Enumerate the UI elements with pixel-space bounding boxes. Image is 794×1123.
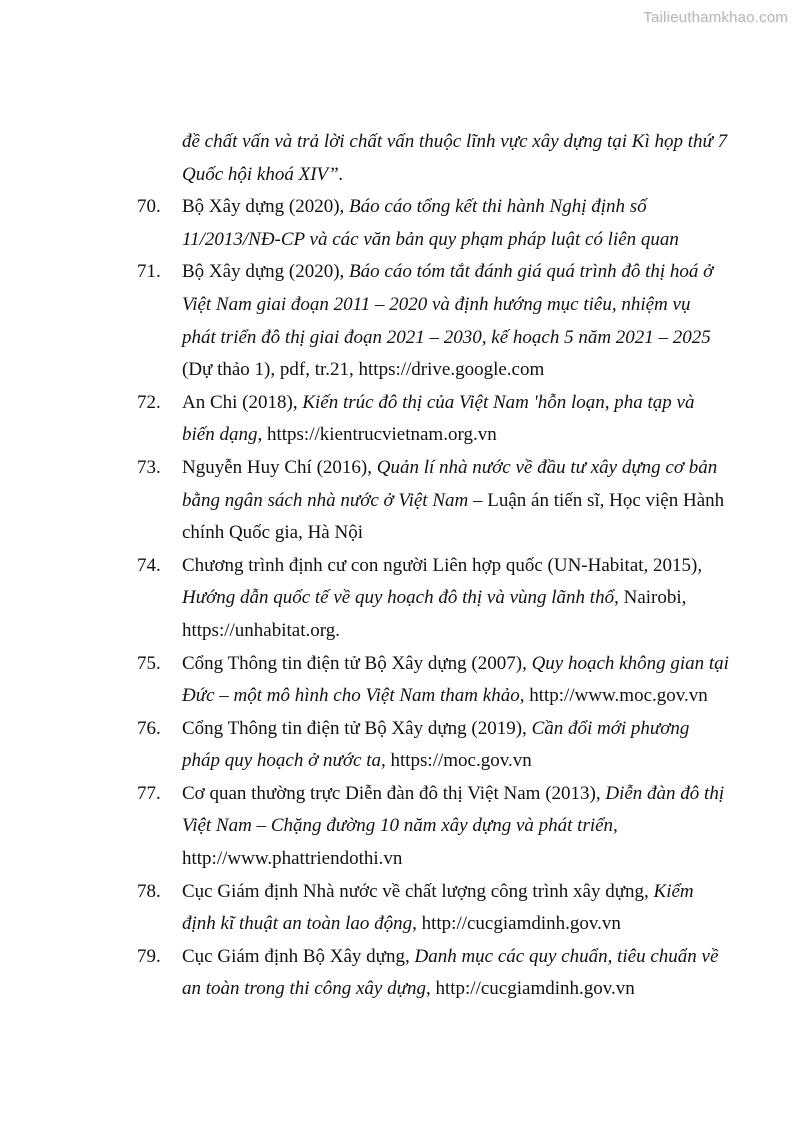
reference-entry — [137, 876, 712, 941]
entry-number: 73. — [137, 456, 161, 478]
reference-title-text: Báo cáo tổng kết thi hành Nghị định số — [349, 196, 647, 218]
text-line — [182, 126, 728, 159]
entry-number: 79. — [137, 945, 161, 967]
reference-entry — [137, 256, 712, 386]
text-line — [182, 387, 712, 420]
entry-lines — [182, 941, 719, 1006]
reference-title-text: Kiến trúc đô thị của Việt Nam 'hỗn loạn, pha tạp và — [302, 391, 695, 413]
reference-entries — [137, 191, 729, 1006]
text-line — [182, 517, 712, 550]
text-line — [182, 159, 712, 192]
reference-plain-text: Cục Giám định Nhà nước về chất lượng công trình xây dựng, — [182, 880, 654, 902]
entry-lines — [182, 550, 712, 648]
entry-number: 71. — [137, 261, 161, 283]
reference-title-text: Đức – một mô hình cho Việt Nam tham khảo, — [182, 685, 525, 707]
text-line — [182, 745, 712, 778]
reference-entry — [137, 387, 712, 452]
reference-entry — [137, 452, 725, 550]
bibliography-list — [137, 126, 729, 1006]
text-line — [182, 648, 729, 681]
reference-title-text: 11/2013/NĐ-CP và các văn bản quy phạm pháp luật có liên quan — [182, 228, 679, 250]
text-line — [182, 876, 712, 909]
reference-plain-text: Cục Giám định Bộ Xây dựng, — [182, 945, 415, 967]
text-line — [182, 452, 718, 485]
reference-plain-text: http://www.phattriendothi.vn — [182, 848, 403, 870]
reference-title-text: Việt Nam giai đoạn 2011 – 2020 và định hướng mục tiêu, nhiệm vụ — [182, 293, 691, 315]
reference-plain-text: (Dự thảo 1), pdf, tr.21, https://drive.google.com — [182, 359, 545, 381]
reference-plain-text: https://unhabitat.org. — [182, 619, 340, 641]
reference-plain-text: Cổng Thông tin điện tử Bộ Xây dựng (2019), — [182, 717, 532, 739]
reference-entry — [137, 941, 719, 1006]
reference-entry — [137, 550, 712, 648]
reference-plain-text: http://www.moc.gov.vn — [524, 685, 708, 707]
reference-title-text: , Quy hoạch không gian tại — [522, 652, 729, 674]
text-line — [182, 973, 712, 1006]
reference-plain-text: , https://kientrucvietnam.org.vn — [257, 424, 497, 446]
entry-number: 70. — [137, 196, 161, 218]
reference-plain-text: Cổng Thông tin điện tử Bộ Xây dựng (2007) — [182, 652, 523, 674]
reference-title-text: Danh mục các quy chuẩn, tiêu chuẩn về — [414, 945, 719, 967]
text-line — [182, 778, 725, 811]
reference-plain-text: Chương trình định cư con người Liên hợp quốc (UN-Habitat, 2015), — [182, 554, 703, 576]
entry-lines — [182, 876, 712, 941]
reference-plain-text: Bộ Xây dựng (2020), — [182, 261, 350, 283]
entry-number: 76. — [137, 717, 161, 739]
reference-title-text: phát triển đô thị giai đoạn 2021 – 2030, kế hoạch 5 năm 2021 – 2025 — [182, 326, 711, 348]
reference-entry — [137, 648, 729, 713]
entry-number: 77. — [137, 782, 161, 804]
text-line — [182, 680, 712, 713]
reference-title-text: Quản lí nhà nước về đầu tư xây dựng cơ bản — [376, 456, 718, 478]
entry-lines — [182, 191, 712, 256]
reference-title-text: Kiểm — [653, 880, 694, 902]
reference-plain-text: , http://cucgiamdinh.gov.vn — [412, 913, 621, 935]
text-line — [182, 713, 712, 746]
reference-title-text: đề chất vấn và trả lời chất vấn thuộc lĩnh vực xây dựng tại Kì họp thứ 7 — [182, 131, 728, 152]
reference-plain-text: chính Quốc gia, Hà Nội — [182, 522, 363, 544]
reference-plain-text: Nguyễn Huy Chí (2016), — [182, 456, 377, 478]
text-line — [182, 843, 712, 876]
entry-lines — [182, 387, 712, 452]
reference-plain-text: , https://moc.gov.vn — [380, 750, 532, 772]
watermark: Tailieuthamkhao.com — [643, 9, 788, 26]
reference-title-text: Hướng dẫn quốc tế về quy hoạch đô thị và vùng lãnh thổ — [182, 587, 615, 609]
reference-plain-text: Cơ quan thường trực Diễn đàn đô thị Việt Nam (2013), — [182, 782, 606, 804]
reference-plain-text: – Luận án tiến sĩ, Học viện Hành — [468, 489, 725, 511]
entry-lines — [182, 452, 725, 550]
entry-lines — [182, 713, 712, 778]
text-line — [182, 289, 712, 322]
text-line — [182, 582, 712, 615]
text-line — [182, 191, 712, 224]
text-line — [182, 224, 712, 257]
text-line — [182, 615, 712, 648]
entry-lines — [182, 778, 725, 876]
text-line — [182, 941, 719, 974]
reference-entry — [137, 778, 725, 876]
reference-title-text: biến dạng — [182, 424, 258, 446]
reference-title-text: Cần đổi mới phương — [531, 717, 690, 739]
entry-number: 72. — [137, 391, 161, 413]
reference-title-text: an toàn trong thi công xây dựng — [182, 978, 426, 1000]
text-line — [182, 419, 712, 452]
reference-plain-text: , Nairobi, — [614, 587, 687, 609]
entry-lines — [182, 256, 712, 386]
text-line — [182, 322, 712, 355]
reference-title-text: Báo cáo tóm tắt đánh giá quá trình đô thị hoá ở — [349, 261, 714, 283]
reference-plain-text: , http://cucgiamdinh.gov.vn — [425, 978, 635, 1000]
text-line — [182, 256, 712, 289]
reference-title-text: bằng ngân sách nhà nước ở Việt Nam — [182, 489, 469, 511]
reference-title-text: Diễn đàn đô thị — [605, 782, 725, 804]
reference-title-text: pháp quy hoạch ở nước ta — [182, 750, 381, 772]
text-line — [182, 908, 712, 941]
reference-plain-text: An Chi (2018), — [182, 391, 303, 413]
entry-lines — [182, 648, 729, 713]
reference-entry — [137, 191, 712, 256]
reference-title-text: Quốc hội khoá XIV”. — [182, 163, 344, 185]
reference-title-text: định kĩ thuật an toàn lao động — [182, 913, 413, 935]
text-line — [182, 810, 712, 843]
text-line — [182, 550, 712, 583]
reference-continuation — [182, 126, 728, 191]
reference-plain-text: Bộ Xây dựng (2020), — [182, 196, 350, 218]
text-line — [182, 485, 725, 518]
reference-title-text: Việt Nam – Chặng đường 10 năm xây dựng và phát triển, — [182, 815, 618, 837]
reference-entry — [137, 713, 712, 778]
entry-number: 74. — [137, 554, 161, 576]
text-line — [182, 354, 712, 387]
entry-number: 75. — [137, 652, 161, 674]
entry-number: 78. — [137, 880, 161, 902]
